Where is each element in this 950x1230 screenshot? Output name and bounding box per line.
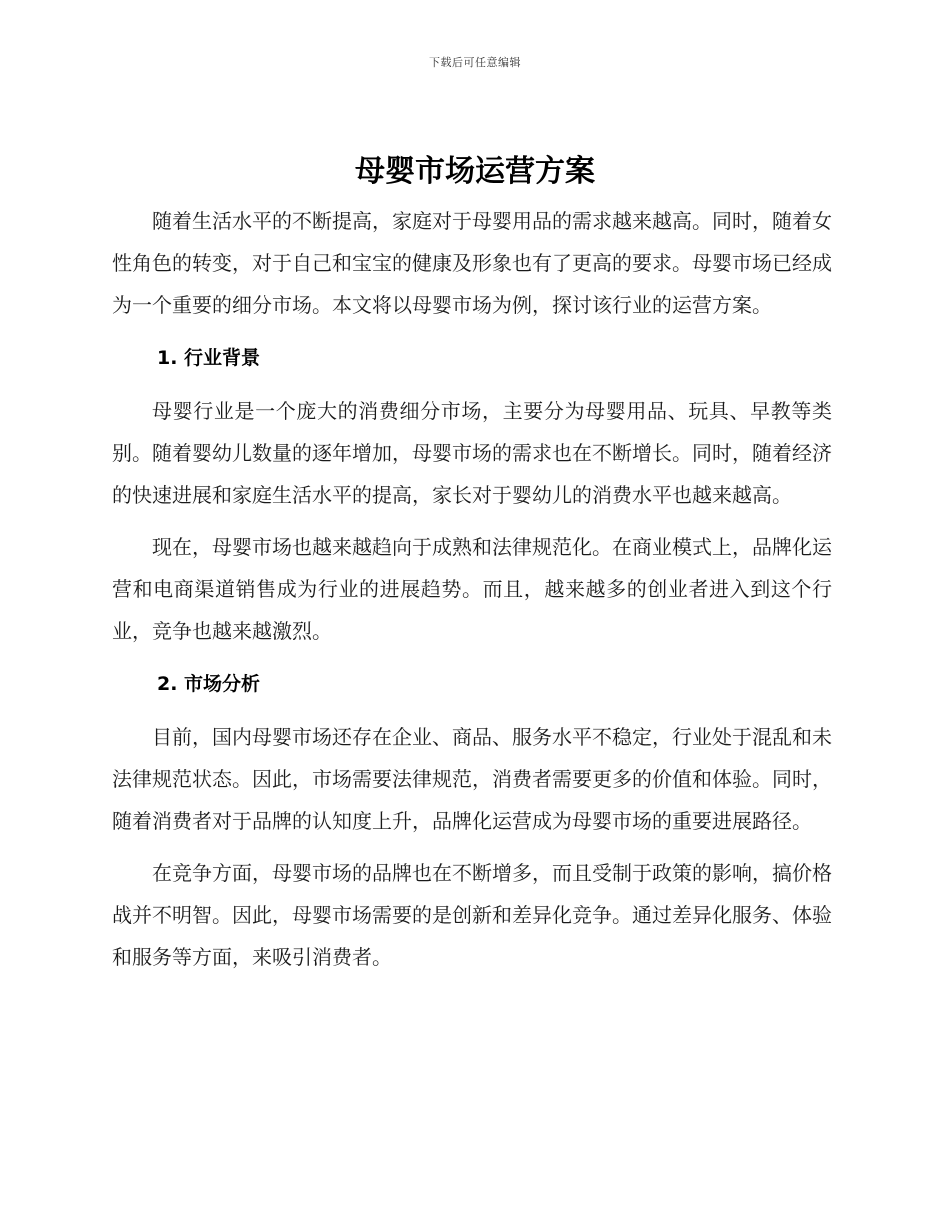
section-industry-background (112, 336, 832, 652)
header-note: 下载后可任意编辑 (429, 56, 521, 69)
section-heading: 2. 市场分析 (157, 673, 261, 695)
section-heading: 1. 行业背景 (157, 347, 261, 369)
intro-paragraph: 随着生活水平的不断提高，家庭对于母婴用品的需求越来越高。同时，随着女性角色的转变，对于自己和宝宝的健康及形象也有了更高的要求。母婴市场已经成为一个重要的细分市场。本文将以母婴市场为例，探讨该行业的运营方案。 (112, 209, 832, 317)
section-paragraph: 母婴行业是一个庞大的消费细分市场，主要分为母婴用品、玩具、早教等类别。随着婴幼儿数量的逐年增加，母婴市场的需求也在不断增长。同时，随着经济的快速进展和家庭生活水平的提高，家长对于婴幼儿的消费水平也越来越高。 (112, 399, 832, 507)
document-body (112, 200, 832, 988)
section-paragraph: 目前，国内母婴市场还存在企业、商品、服务水平不稳定，行业处于混乱和未法律规范状态。因此，市场需要法律规范，消费者需要更多的价值和体验。同时，随着消费者对于品牌的认知度上升，品牌化运营成为母婴市场的重要进展路径。 (112, 725, 832, 833)
document-title: 母婴市场运营方案 (355, 154, 595, 189)
section-paragraph: 现在，母婴市场也越来越趋向于成熟和法律规范化。在商业模式上，品牌化运营和电商渠道销售成为行业的进展趋势。而且，越来越多的创业者进入到这个行业，竞争也越来越激烈。 (112, 535, 832, 643)
section-paragraph: 在竞争方面，母婴市场的品牌也在不断增多，而且受制于政策的影响，搞价格战并不明智。因此，母婴市场需要的是创新和差异化竞争。通过差异化服务、体验和服务等方面，来吸引消费者。 (112, 861, 832, 969)
section-market-analysis (112, 662, 832, 978)
